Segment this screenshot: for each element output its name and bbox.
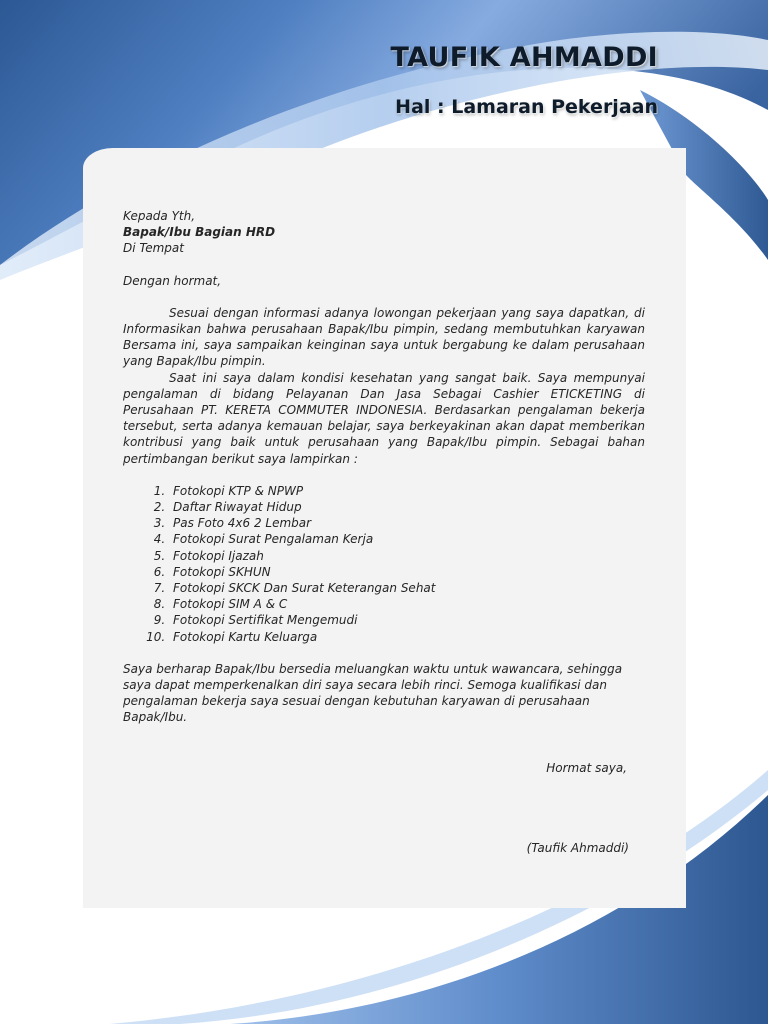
attachment-item: 8. Fotokopi SIM A & C (169, 596, 645, 612)
signature-name: (Taufik Ahmaddi) (526, 840, 629, 855)
attachment-item: 6. Fotokopi SKHUN (169, 564, 645, 580)
paragraph-closing: Saya berharap Bapak/Ibu bersedia meluangkan waktu untuk wawancara, sehingga saya dapat memperkenalkan diri saya secara lebih rinci. Semoga kualifikasi dan pengalaman bekerja saya sesuai dengan kebutuhan karyawan di perusahaan Bapak/Ibu. (123, 661, 623, 725)
paragraph-intro: Sesuai dengan informasi adanya lowongan pekerjaan yang saya dapatkan, di Informasikan bahwa perusahaan Bapak/Ibu pimpin, sedang membutuhkan karyawan Bersama ini, saya sampaikan keinginan saya untuk bergabung ke dalam perusahaan yang Bapak/Ibu pimpin. (123, 305, 645, 369)
recipient-line-1: Kepada Yth, (123, 209, 196, 223)
letter-subject: Hal : Lamaran Pekerjaan (395, 96, 658, 118)
attachment-item: 10. Fotokopi Kartu Keluarga (169, 629, 645, 645)
attachment-item: 7. Fotokopi SKCK Dan Surat Keterangan Sehat (169, 580, 645, 596)
paragraph-experience: Saat ini saya dalam kondisi kesehatan yang sangat baik. Saya mempunyai pengalaman di bidang Pelayanan Dan Jasa Sebagai Cashier ETICKETING di Perusahaan PT. KERETA COMMUTER INDONESIA. Berdasarkan pengalaman bekerja tersebut, serta adanya kemauan belajar, saya berkeyakinan akan dapat memberikan kontribusi yang baik untuk perusahaan yang Bapak/Ibu pimpin. Sebagai bahan pertimbangan berikut saya lampirkan : (123, 370, 645, 466)
attachment-item: 2. Daftar Riwayat Hidup (169, 499, 645, 515)
greeting: Dengan hormat, (123, 273, 222, 288)
attachment-item: 5. Fotokopi Ijazah (169, 548, 645, 564)
letter-body (123, 208, 645, 856)
attachment-item: 1. Fotokopi KTP & NPWP (169, 483, 645, 499)
recipient-line-2: Bapak/Ibu Bagian HRD (123, 225, 276, 240)
closing-salutation: Hormat saya, (546, 760, 627, 775)
attachment-item: 4. Fotokopi Surat Pengalaman Kerja (169, 531, 645, 547)
attachment-item: 9. Fotokopi Sertifikat Mengemudi (169, 612, 645, 628)
recipient-line-3: Di Tempat (123, 241, 184, 256)
attachment-item: 3. Pas Foto 4x6 2 Lembar (169, 515, 645, 531)
attachment-list (123, 483, 645, 645)
applicant-name: TAUFIK AHMADDI (390, 42, 658, 73)
